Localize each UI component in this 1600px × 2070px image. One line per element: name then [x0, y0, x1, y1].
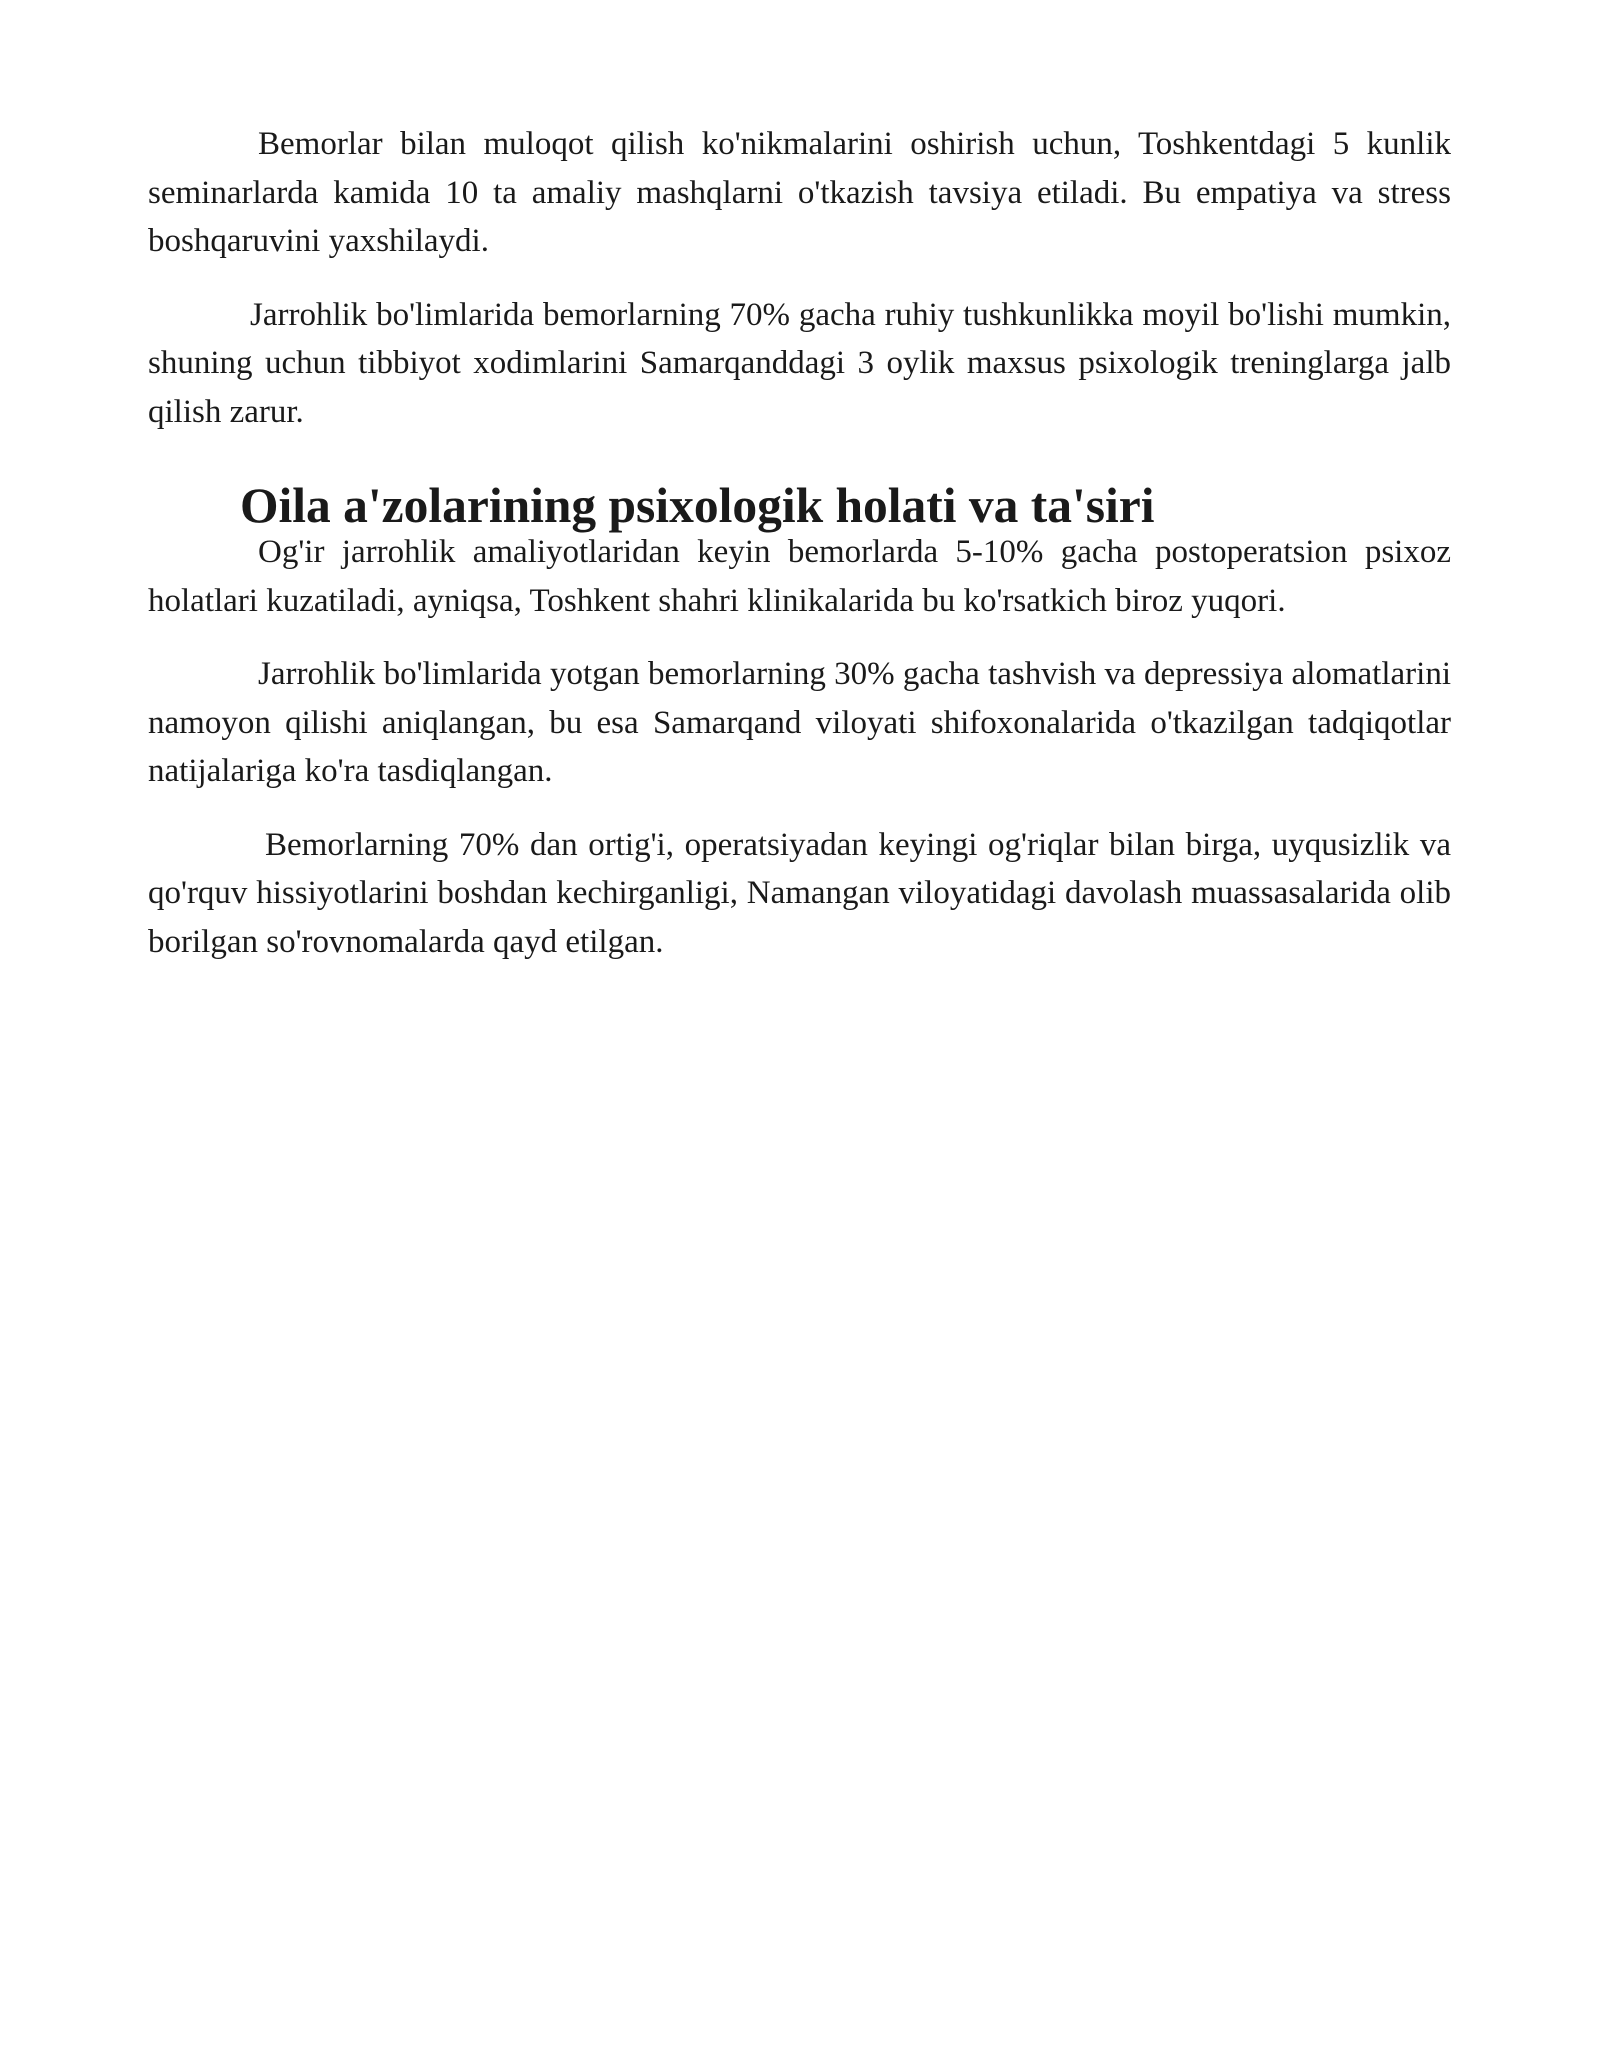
- paragraph-depression-risk: Jarrohlik bo'limlarida bemorlarning 70% gacha ruhiy tushkunlikka moyil bo'lishi mumkin, shuning uchun tibbiyot xodimlarini Samarqanddagi 3 oylik maxsus psixologik treninglarga jalb qilish zarur.: [148, 296, 1451, 430]
- paragraph-anxiety-depression: Jarrohlik bo'limlarida yotgan bemorlarning 30% gacha tashvish va depressiya alomatlarini namoyon qilishi aniqlangan, bu esa Samarqand viloyati shifoxonalarida o'tkazilgan tadqiqotlar natijalariga ko'ra tasdiqlangan.: [148, 656, 1451, 789]
- paragraph-insomnia-fear: Bemorlarning 70% dan ortig'i, operatsiyadan keyingi og'riqlar bilan birga, uyqusizlik va qo'rquv hissiyotlarini boshdan kechirganligi, Namangan viloyatidagi davolash muassasalarida olib borilgan so'rovnomalarda qayd etilgan.: [148, 826, 1451, 960]
- paragraph-postoperative-psychosis: Og'ir jarrohlik amaliyotlaridan keyin bemorlarda 5-10% gacha postoperatsion psixoz holatlari kuzatiladi, ayniqsa, Toshkent shahri klinikalarida bu ko'rsatkich biroz yuqori.: [148, 534, 1451, 619]
- document-page: [148, 120, 1451, 966]
- section-heading: Oila a'zolarining psixologik holati va ta'siri: [240, 478, 1155, 533]
- paragraph-communication-skills: Bemorlar bilan muloqot qilish ko'nikmalarini oshirish uchun, Toshkentdagi 5 kunlik seminarlarda kamida 10 ta amaliy mashqlarni o'tkazish tavsiya etiladi. Bu empatiya va stress boshqaruvini yaxshilaydi.: [148, 126, 1451, 259]
